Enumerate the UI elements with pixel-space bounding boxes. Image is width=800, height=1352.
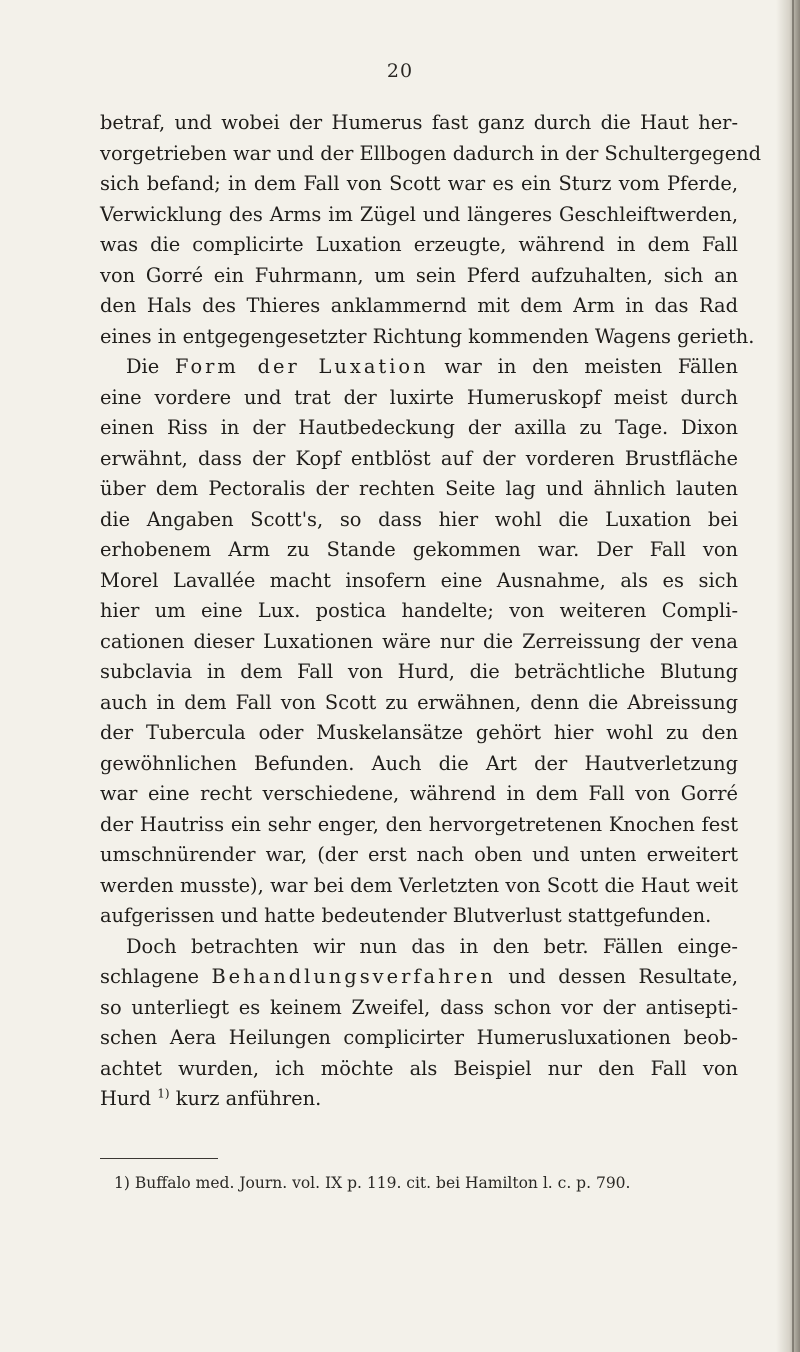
text-line: erhobenem Arm zu Stande gekommen war. Der Fall von xyxy=(100,538,738,561)
text-line: den Hals des Thieres anklammernd mit dem Arm in das Rad xyxy=(100,294,738,317)
text-line: umschnürender war, (der erst nach oben und unten erweitert xyxy=(100,843,738,866)
text-run: kurz anführen. xyxy=(169,1087,322,1110)
text-run: schlagene xyxy=(100,965,212,988)
spaced-emphasis: Behandlungsverfahren xyxy=(211,965,496,988)
footnote: 1) Buffalo med. Journ. vol. IX p. 119. cit. bei Hamilton l. c. p. 790. xyxy=(114,1174,631,1192)
text-line: sich befand; in dem Fall von Scott war es ein Sturz vom Pferde, xyxy=(100,172,738,195)
page-edge-shadow xyxy=(776,0,800,1352)
text-line: einen Riss in der Hautbedeckung der axilla zu Tage. Dixon xyxy=(100,416,738,439)
footnote-divider xyxy=(100,1158,218,1159)
spaced-emphasis: Form der Luxation xyxy=(175,355,429,378)
text-line: war eine recht verschiedene, während in dem Fall von Gorré xyxy=(100,782,738,805)
paragraph-start-line xyxy=(100,352,738,383)
text-line: cationen dieser Luxationen wäre nur die Zerreissung der vena xyxy=(100,629,738,653)
text-line: subclavia in dem Fall von Hurd, die beträchtliche Blutung xyxy=(100,660,738,683)
text-run: Die xyxy=(126,355,176,378)
text-line: eine vordere und trat der luxirte Humeruskopf meist durch xyxy=(100,385,738,409)
text-line: eines in entgegengesetzter Richtung kommenden Wagens gerieth. xyxy=(100,324,755,348)
text-line: die Angaben Scott's, so dass hier wohl die Luxation bei xyxy=(100,507,738,531)
text-line: hier um eine Lux. postica handelte; von weiteren Compli- xyxy=(100,599,738,622)
text-line: über dem Pectoralis der rechten Seite lag und ähnlich lauten xyxy=(100,477,738,500)
footnote-reference: 1) xyxy=(157,1086,170,1101)
text-run: Hurd xyxy=(100,1087,158,1110)
text-run: war in den meisten Fällen xyxy=(428,355,738,378)
text-line: der Tubercula oder Muskelansätze gehört hier wohl zu den xyxy=(100,721,738,744)
text-line: Morel Lavallée macht insofern eine Ausnahme, als es sich xyxy=(100,568,738,592)
text-line: schen Aera Heilungen complicirter Humerusluxationen beob- xyxy=(100,1026,738,1049)
text-line: so unterliegt es keinem Zweifel, dass schon vor der antisepti- xyxy=(100,995,738,1019)
text-line: von Gorré ein Fuhrmann, um sein Pferd aufzuhalten, sich an xyxy=(100,263,738,287)
text-line xyxy=(100,1084,738,1115)
text-line: aufgerissen und hatte bedeutender Blutverlust stattgefunden. xyxy=(100,904,712,927)
text-line: was die complicirte Luxation erzeugte, während in dem Fall xyxy=(100,233,738,256)
text-line xyxy=(100,962,738,993)
text-line: erwähnt, dass der Kopf entblöst auf der vorderen Brustfläche xyxy=(100,446,738,470)
text-line: achtet wurden, ich möchte als Beispiel nur den Fall von xyxy=(100,1056,738,1080)
page-number: 20 xyxy=(386,60,414,82)
text-line: werden musste), war bei dem Verletzten von Scott die Haut weit xyxy=(100,873,738,897)
text-line: betraf, und wobei der Humerus fast ganz durch die Haut her- xyxy=(100,111,738,134)
paragraph-start-line: Doch betrachten wir nun das in den betr. Fällen einge- xyxy=(126,934,738,958)
text-line: der Hautriss ein sehr enger, den hervorgetretenen Knochen fest xyxy=(100,812,738,836)
text-line: Verwicklung des Arms im Zügel und längeres Geschleiftwerden, xyxy=(100,202,738,226)
text-line: vorgetrieben war und der Ellbogen dadurch in der Schultergegend xyxy=(100,141,762,165)
page-edge-line xyxy=(792,0,794,1352)
body-text xyxy=(100,108,762,1115)
text-run: und dessen Resultate, xyxy=(495,965,739,988)
text-line: auch in dem Fall von Scott zu erwähnen, denn die Abreissung xyxy=(100,690,738,714)
text-line: gewöhnlichen Befunden. Auch die Art der Hautverletzung xyxy=(100,751,738,775)
